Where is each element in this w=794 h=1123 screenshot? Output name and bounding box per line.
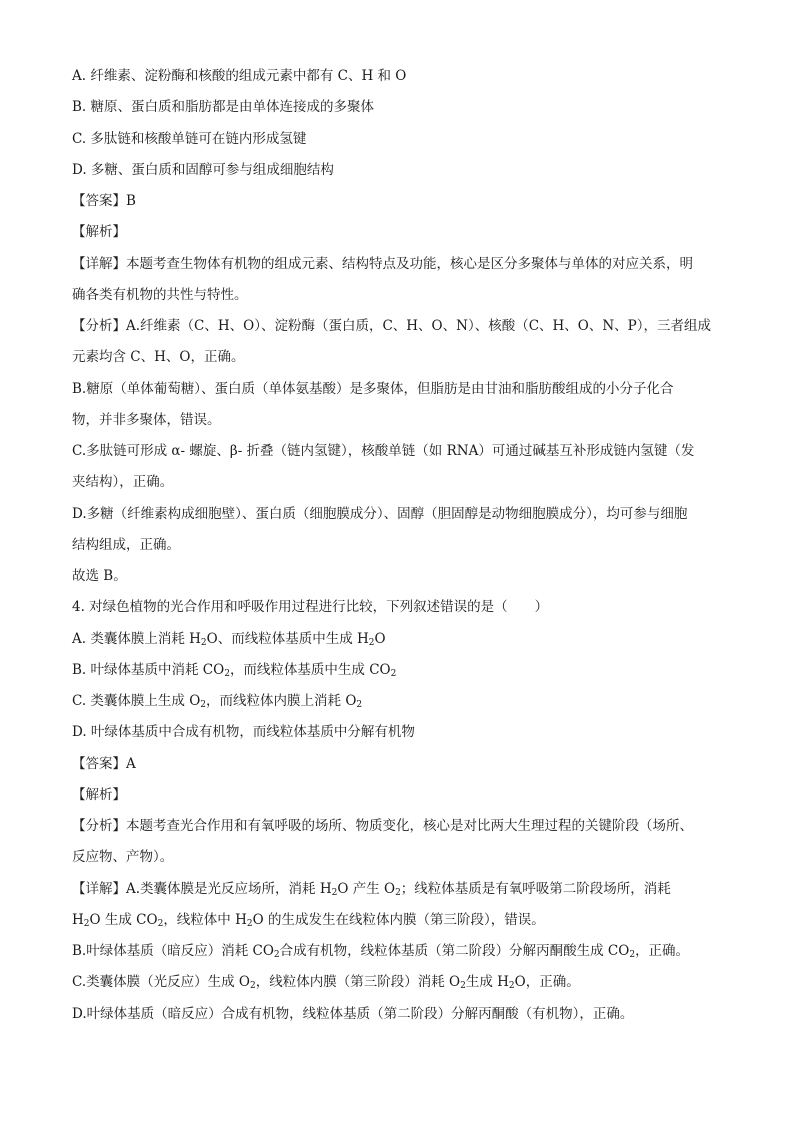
analysis-d-line-1: D.多糖（纤维素构成细胞壁）、蛋白质（细胞膜成分）、固醇（胆固醇是动物细胞膜成分），均可参与细胞 (72, 506, 688, 522)
question-4-stem: 4. 对绿色植物的光合作用和呼吸作用过程进行比较，下列叙述错误的是（ ） (72, 599, 549, 615)
detail-a-line-1-q4: 【详解】A.类囊体膜是光反应场所，消耗 $H_2O$ 产生 $O_2$；线粒体基质是有氧呼吸第二阶段场所，消耗 (72, 881, 671, 898)
option-b-q4: B. 叶绿体基质中消耗 $CO_2$，而线粒体基质中生成 $CO_2$ (72, 662, 397, 679)
option-c-q4: C. 类囊体膜上生成 $O_2$，而线粒体内膜上消耗 $O_2$ (72, 693, 363, 710)
analysis-line-2-q4: 反应物、产物）。 (72, 849, 174, 865)
detail-a-line-2-q4: $H_2O$ 生成 $CO_2$，线粒体中 $H_2O$ 的生成发生在线粒体内膜（第三阶段），错误。 (72, 912, 545, 929)
detail-b-q4: B.叶绿体基质（暗反应）消耗 $CO_2$合成有机物，线粒体基质（第二阶段）分解丙酮酸生成 $CO_2$，正确。 (72, 943, 690, 960)
analysis-header-q4: 【解析】 (72, 787, 126, 803)
analysis-c-line-2: 夹结构），正确。 (72, 474, 174, 490)
option-d-q3: D. 多糖、蛋白质和固醇可参与组成细胞结构 (72, 162, 334, 178)
analysis-b-line-1: B.糖原（单体葡萄糖）、蛋白质（单体氨基酸）是多聚体，但脂肪是由甘油和脂肪酸组成的小分子化合 (72, 381, 674, 397)
option-a-q4: A. 类囊体膜上消耗 $H_2O$、而线粒体基质中生成 $H_2O$ (72, 631, 386, 648)
analysis-header-q3: 【解析】 (72, 224, 126, 240)
analysis-a-line-1: 【分析】A.纤维素（C、H、O）、淀粉酶（蛋白质，C、H、O、N）、核酸（C、H、O、N、P），三者组成 (72, 318, 712, 334)
detail-line-1: 【详解】本题考查生物体有机物的组成元素、结构特点及功能，核心是区分多聚体与单体的对应关系，明 (72, 256, 693, 272)
option-c-q3: C. 多肽链和核酸单链可在链内形成氢键 (72, 131, 307, 147)
analysis-line-1-q4: 【分析】本题考查光合作用和有氧呼吸的场所、物质变化，核心是对比两大生理过程的关键阶段（场所、 (72, 818, 693, 834)
answer-q3: 【答案】B (72, 193, 136, 209)
analysis-c-line-1: C.多肽链可形成 α- 螺旋、β- 折叠（链内氢键），核酸单链（如 RNA）可通过碱基互补形成链内氢键（发 (72, 443, 695, 459)
analysis-a-line-2: 元素均含 C、H、O，正确。 (72, 349, 245, 365)
answer-q4: 【答案】A (72, 756, 136, 772)
analysis-b-line-2: 物，并非多聚体，错误。 (72, 412, 221, 428)
conclusion-q3: 故选 B。 (72, 568, 127, 584)
analysis-d-line-2: 结构组成，正确。 (72, 537, 180, 553)
detail-d-q4: D.叶绿体基质（暗反应）合成有机物，线粒体基质（第二阶段）分解丙酮酸（有机物），正确。 (72, 1006, 634, 1022)
option-a-q3: A. 纤维素、淀粉酶和核酸的组成元素中都有 C、H 和 O (72, 68, 407, 84)
detail-line-2: 确各类有机物的共性与特性。 (72, 287, 248, 303)
option-b-q3: B. 糖原、蛋白质和脂肪都是由单体连接成的多聚体 (72, 99, 375, 115)
detail-c-q4: C.类囊体膜（光反应）生成 $O_2$，线粒体内膜（第三阶段）消耗 $O_2$生成 $H_2O$，正确。 (72, 974, 580, 991)
option-d-q4: D. 叶绿体基质中合成有机物，而线粒体基质中分解有机物 (72, 724, 415, 740)
